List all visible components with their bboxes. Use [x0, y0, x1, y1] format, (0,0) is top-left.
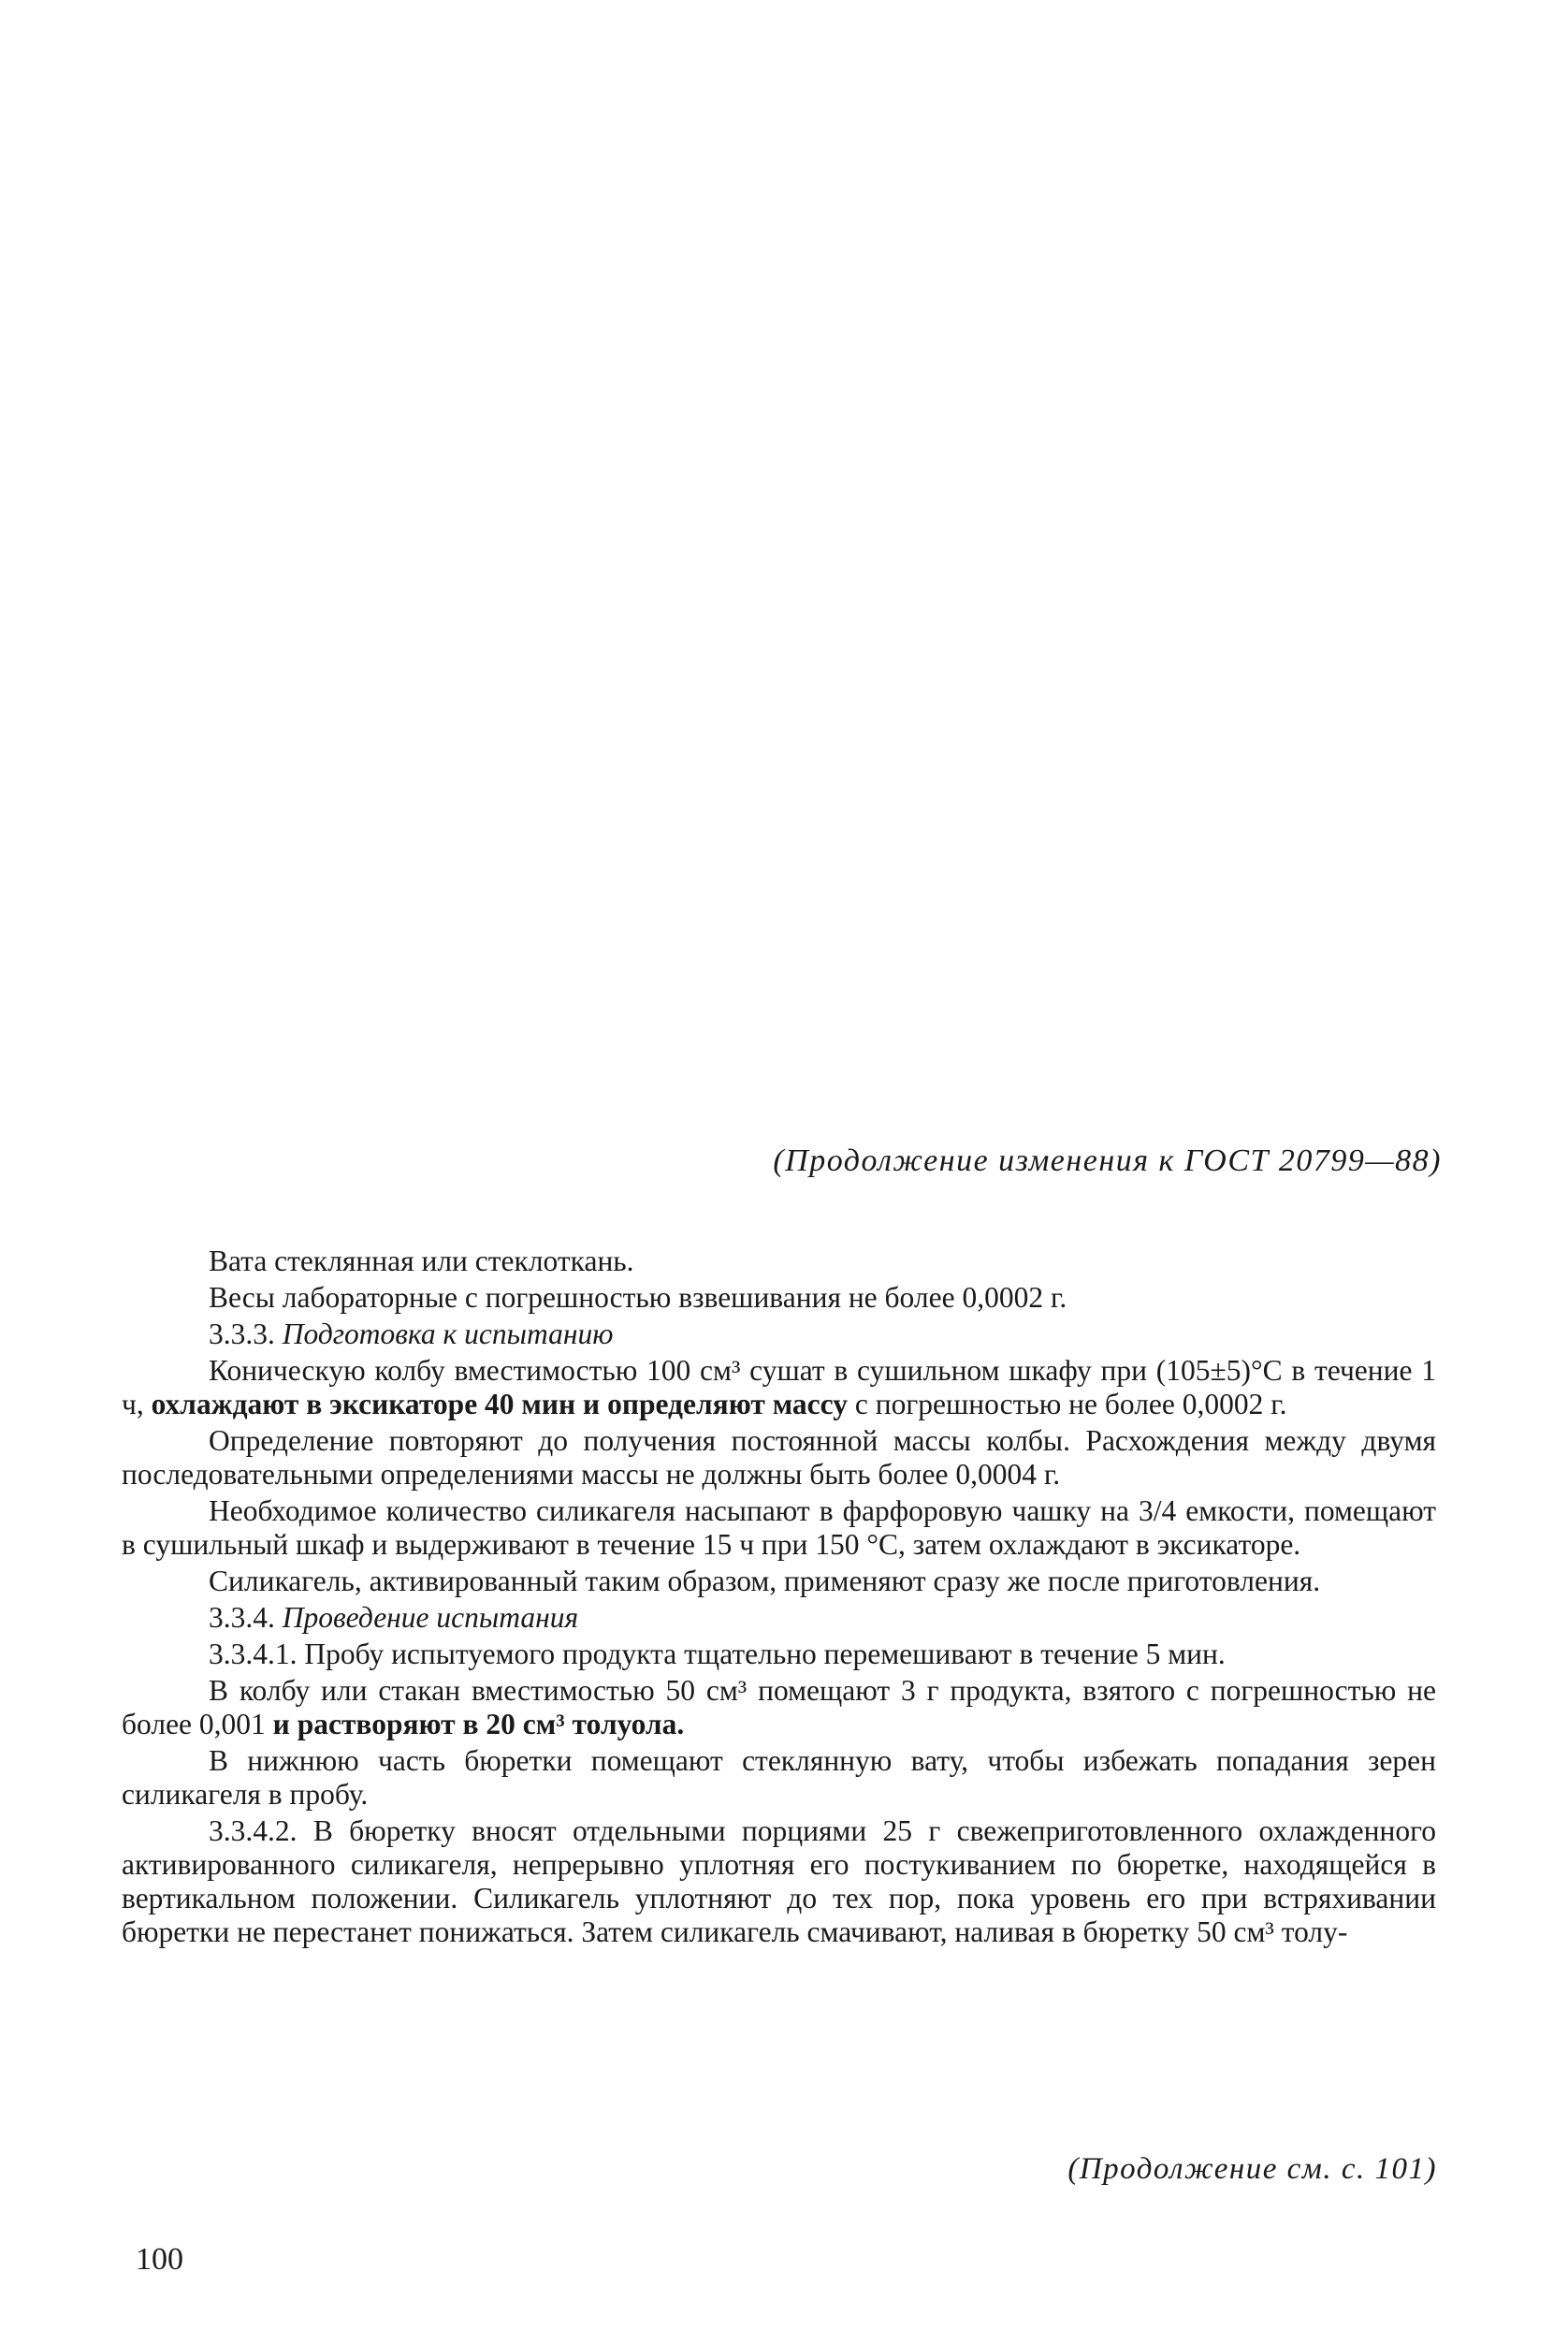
section-title: Проведение испытания	[282, 1601, 579, 1634]
section-heading	[122, 1601, 1436, 1635]
paragraph: В нижнюю часть бюретки помещают стеклянную вату, чтобы избежать попадания зерен силикагеля в пробу.	[122, 1744, 1436, 1811]
paragraph: Необходимое количество силикагеля насыпают в фарфоровую чашку на 3/4 емкости, помещают в сушильный шкаф и выдерживают в течение 15 ч при 150 °С, затем охлаждают в эксикаторе.	[122, 1494, 1436, 1561]
text-run: Коническую колбу вместимостью 100 см³ сушат в сушильном шкафу при (105±5)°С в течение 1 ч,	[122, 1354, 1436, 1420]
paragraph: Силикагель, активированный таким образом, применяют сразу же после приготовления.	[209, 1565, 1321, 1597]
bold-text-run: охлаждают в эксикаторе 40 мин и определяют массу	[151, 1388, 848, 1420]
paragraph: 3.3.4.2. В бюретку вносят отдельными порциями 25 г свежеприготовленного охлажденного активированного силикагеля, непрерывно уплотняя его постукиванием по бюретке, находящейся в вертикальном положении. Силикагель уплотняют до тех пор, пока уровень его при встряхивании бюретки не перестанет понижаться. Затем силикагель смачивают, наливая в бюретку 50 см³ толу-	[122, 1814, 1436, 1948]
section-number: 3.3.4.	[209, 1601, 275, 1634]
paragraph: Вата стеклянная или стеклоткань.	[209, 1245, 634, 1277]
paragraph	[122, 1674, 1436, 1741]
continuation-footer: (Продолжение см. с. 101)	[1067, 2152, 1437, 2186]
page-number: 100	[136, 2242, 183, 2277]
paragraph: Определение повторяют до получения постоянной массы колбы. Расхождения между двумя последовательными определениями массы не должны быть более 0,0004 г.	[122, 1424, 1436, 1491]
paragraph: Весы лабораторные с погрешностью взвешивания не более 0,0002 г.	[209, 1281, 1067, 1314]
section-number: 3.3.3.	[209, 1318, 275, 1350]
bold-text-run: и растворяют в 20 см³ толуола.	[272, 1708, 685, 1740]
continuation-header: (Продолжение изменения к ГОСТ 20799—88)	[773, 1143, 1442, 1178]
paragraph: 3.3.4.1. Пробу испытуемого продукта тщательно перемешивают в течение 5 мин.	[209, 1638, 1226, 1670]
text-run: с погрешностью не более 0,0002 г.	[847, 1388, 1287, 1420]
text-run: В колбу или стакан вместимостью 50 см³ помещают 3 г продукта, взятого с погрешностью не более 0,001	[122, 1674, 1436, 1740]
section-title: Подготовка к испытанию	[282, 1318, 614, 1350]
paragraph	[122, 1354, 1436, 1421]
section-heading	[122, 1318, 1436, 1351]
document-body	[122, 1245, 1436, 1952]
